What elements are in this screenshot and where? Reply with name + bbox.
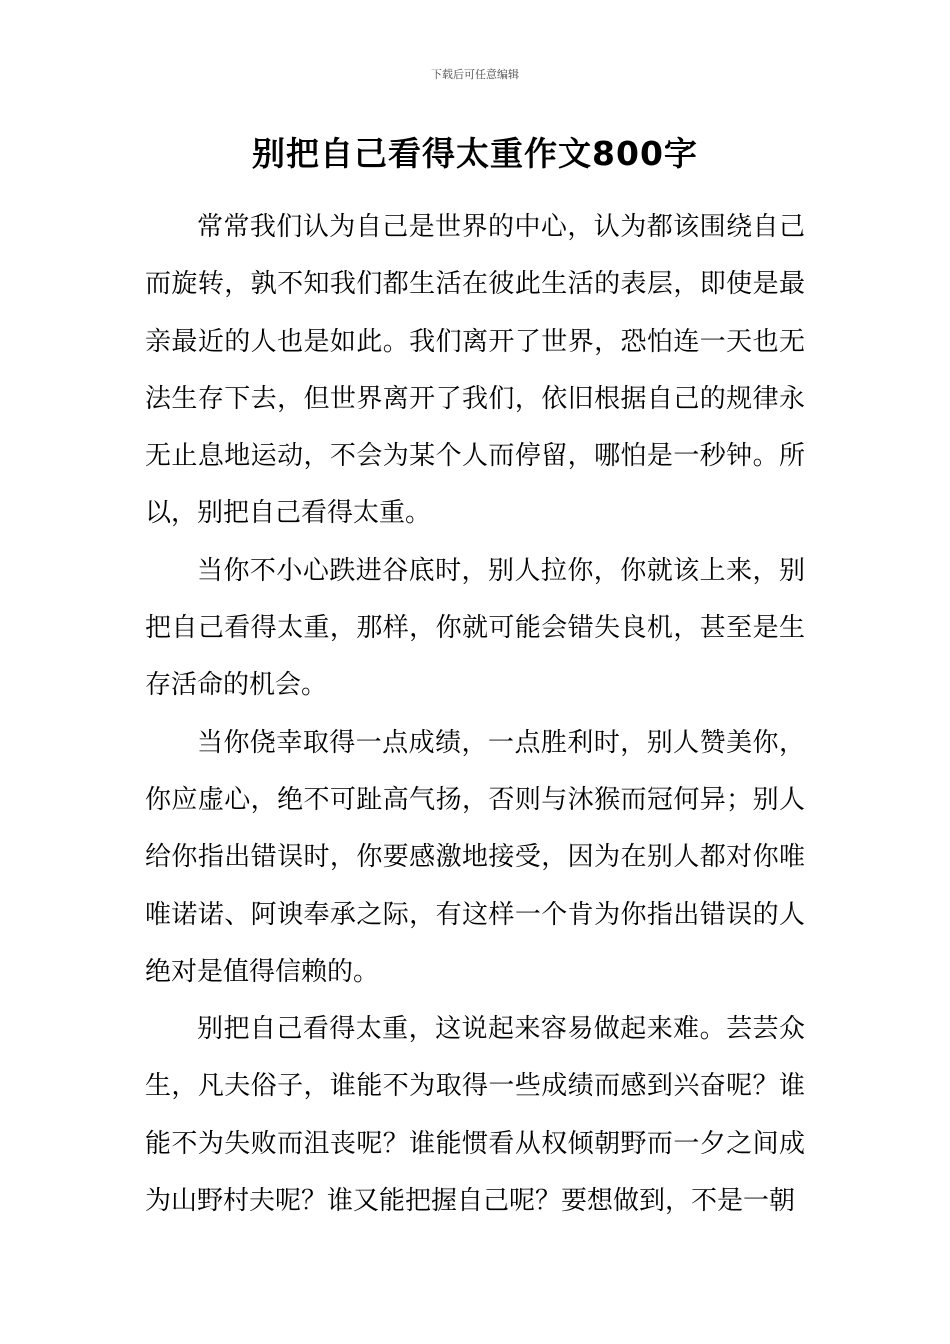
document-body [145,199,805,1230]
body-paragraph-3: 当你侥幸取得一点成绩，一点胜利时，别人赞美你，你应虚心，绝不可趾高气扬，否则与沐猴而冠何异；别人给你指出错误时，你要感激地接受，因为在别人都对你唯唯诺诺、阿谀奉承之际，有这样一个肯为你指出错误的人绝对是值得信赖的。 [145,727,805,987]
body-paragraph-1: 常常我们认为自己是世界的中心，认为都该围绕自己而旋转，孰不知我们都生活在彼此生活的表层，即使是最亲最近的人也是如此。我们离开了世界，恐怕连一天也无法生存下去，但世界离开了我们，依旧根据自己的规律永无止息地运动，不会为某个人而停留，哪怕是一秒钟。所以，别把自己看得太重。 [145,212,805,529]
document-title: 别把自己看得太重作文800字 [252,134,698,173]
body-paragraph-4: 别把自己看得太重，这说起来容易做起来难。芸芸众生，凡夫俗子，谁能不为取得一些成绩而感到兴奋呢？谁能不为失败而沮丧呢？谁能惯看从权倾朝野而一夕之间成为山野村夫呢？谁又能把握自己呢？要想做到，不是一朝 [145,1014,805,1217]
header-note: 下载后可任意编辑 [431,68,519,81]
body-paragraph-2: 当你不小心跌进谷底时，别人拉你，你就该上来，别把自己看得太重，那样，你就可能会错失良机，甚至是生存活命的机会。 [145,555,805,701]
